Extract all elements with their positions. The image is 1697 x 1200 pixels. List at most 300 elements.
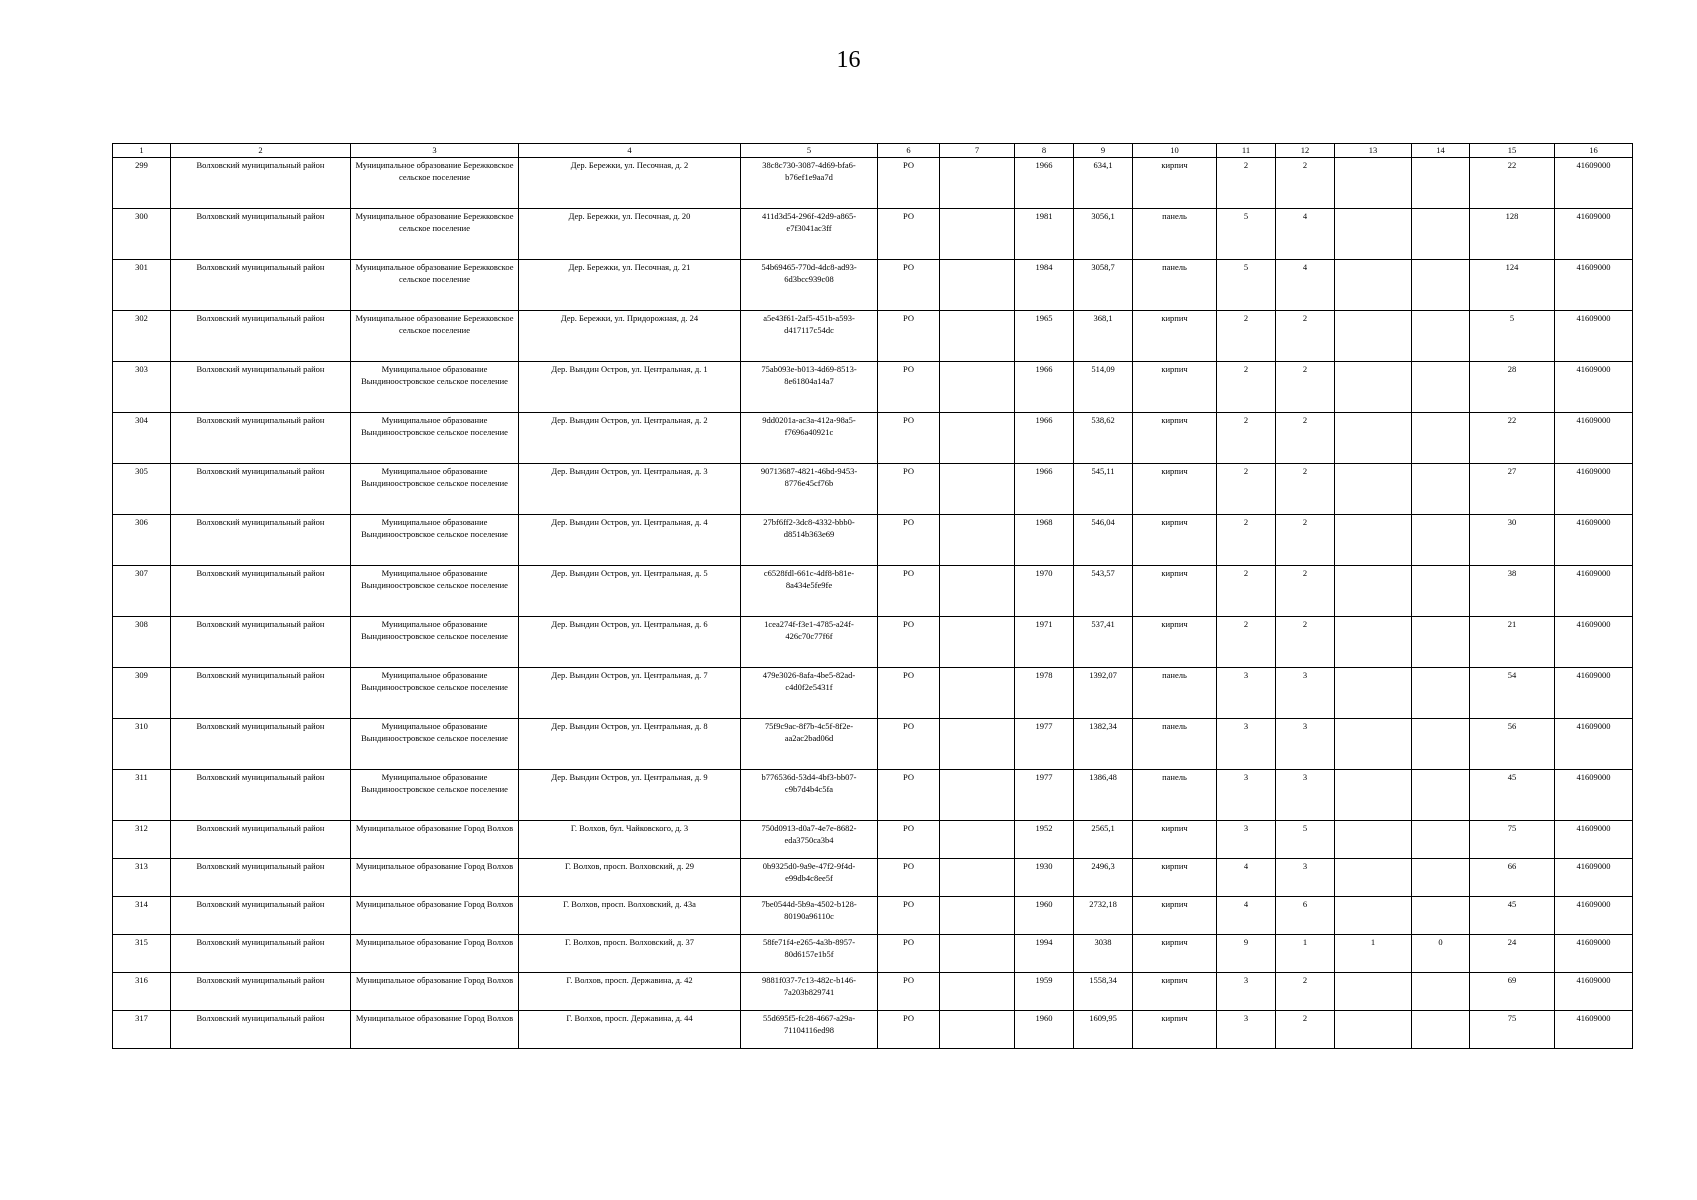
cell-municipality: Муниципальное образование Бережковское сельское поселение	[351, 260, 519, 311]
cell-form: РО	[878, 668, 940, 719]
cell-area: 634,1	[1074, 158, 1133, 209]
cell-col-7	[940, 935, 1015, 973]
cell-row-number: 308	[113, 617, 171, 668]
cell-entrances: 2	[1276, 362, 1335, 413]
cell-col-7	[940, 770, 1015, 821]
cell-house-id: 0b9325d0-9a9e-47f2-9f4d-e99db4c8ee5f	[741, 859, 878, 897]
cell-row-number: 312	[113, 821, 171, 859]
cell-col-7	[940, 821, 1015, 859]
cell-col-13	[1335, 158, 1412, 209]
cell-address: Дер. Вындин Остров, ул. Центральная, д. 9	[519, 770, 741, 821]
cell-col-14	[1412, 515, 1470, 566]
cell-municipality: Муниципальное образование Вындиноостровское сельское поселение	[351, 719, 519, 770]
cell-floors: 4	[1217, 897, 1276, 935]
cell-wall-material: кирпич	[1133, 566, 1217, 617]
cell-floors: 3	[1217, 668, 1276, 719]
cell-entrances: 2	[1276, 617, 1335, 668]
cell-col-7	[940, 158, 1015, 209]
cell-row-number: 305	[113, 464, 171, 515]
table-row	[113, 821, 1633, 859]
table-row	[113, 668, 1633, 719]
cell-entrances: 3	[1276, 770, 1335, 821]
cell-form: РО	[878, 566, 940, 617]
cell-area: 543,57	[1074, 566, 1133, 617]
cell-entrances: 5	[1276, 821, 1335, 859]
cell-district: Волховский муниципальный район	[171, 515, 351, 566]
cell-col-13	[1335, 821, 1412, 859]
cell-floors: 9	[1217, 935, 1276, 973]
cell-municipality: Муниципальное образование Город Волхов	[351, 935, 519, 973]
cell-oktmo-code: 41609000	[1555, 770, 1633, 821]
cell-district: Волховский муниципальный район	[171, 464, 351, 515]
cell-col-7	[940, 464, 1015, 515]
cell-wall-material: панель	[1133, 668, 1217, 719]
cell-oktmo-code: 41609000	[1555, 859, 1633, 897]
cell-year-built: 1966	[1015, 158, 1074, 209]
cell-wall-material: кирпич	[1133, 617, 1217, 668]
cell-area: 1386,48	[1074, 770, 1133, 821]
cell-area: 2732,18	[1074, 897, 1133, 935]
cell-wall-material: панель	[1133, 209, 1217, 260]
cell-municipality: Муниципальное образование Вындиноостровское сельское поселение	[351, 413, 519, 464]
cell-col-13	[1335, 770, 1412, 821]
cell-col-14	[1412, 566, 1470, 617]
cell-residents: 45	[1470, 770, 1555, 821]
table-row	[113, 260, 1633, 311]
cell-wall-material: кирпич	[1133, 1011, 1217, 1049]
cell-form: РО	[878, 158, 940, 209]
cell-row-number: 299	[113, 158, 171, 209]
cell-form: РО	[878, 935, 940, 973]
table-row	[113, 362, 1633, 413]
cell-municipality: Муниципальное образование Город Волхов	[351, 859, 519, 897]
cell-residents: 75	[1470, 821, 1555, 859]
column-header-6: 6	[878, 144, 940, 158]
cell-col-14	[1412, 770, 1470, 821]
cell-col-13	[1335, 617, 1412, 668]
cell-floors: 2	[1217, 617, 1276, 668]
cell-year-built: 1981	[1015, 209, 1074, 260]
cell-oktmo-code: 41609000	[1555, 617, 1633, 668]
cell-residents: 24	[1470, 935, 1555, 973]
cell-col-14	[1412, 897, 1470, 935]
cell-year-built: 1966	[1015, 362, 1074, 413]
cell-form: РО	[878, 1011, 940, 1049]
cell-row-number: 316	[113, 973, 171, 1011]
cell-residents: 124	[1470, 260, 1555, 311]
cell-address: Дер. Вындин Остров, ул. Центральная, д. 3	[519, 464, 741, 515]
cell-year-built: 1930	[1015, 859, 1074, 897]
cell-col-14	[1412, 209, 1470, 260]
cell-floors: 4	[1217, 859, 1276, 897]
cell-year-built: 1960	[1015, 1011, 1074, 1049]
cell-oktmo-code: 41609000	[1555, 719, 1633, 770]
cell-municipality: Муниципальное образование Город Волхов	[351, 973, 519, 1011]
cell-form: РО	[878, 209, 940, 260]
cell-oktmo-code: 41609000	[1555, 413, 1633, 464]
cell-area: 3038	[1074, 935, 1133, 973]
cell-address: Дер. Вындин Остров, ул. Центральная, д. 8	[519, 719, 741, 770]
cell-house-id: 9dd0201a-ac3a-412a-98a5-f7696a40921c	[741, 413, 878, 464]
cell-house-id: c6528fdl-661c-4df8-b81e-8a434e5fe9fe	[741, 566, 878, 617]
cell-district: Волховский муниципальный район	[171, 617, 351, 668]
cell-oktmo-code: 41609000	[1555, 668, 1633, 719]
cell-area: 1558,34	[1074, 973, 1133, 1011]
column-header-16: 16	[1555, 144, 1633, 158]
cell-district: Волховский муниципальный район	[171, 897, 351, 935]
cell-col-13	[1335, 515, 1412, 566]
cell-residents: 45	[1470, 897, 1555, 935]
cell-house-id: 90713687-4821-46bd-9453-8776e45cf76b	[741, 464, 878, 515]
cell-residents: 54	[1470, 668, 1555, 719]
column-header-5: 5	[741, 144, 878, 158]
table-row	[113, 770, 1633, 821]
cell-form: РО	[878, 515, 940, 566]
column-header-4: 4	[519, 144, 741, 158]
cell-row-number: 317	[113, 1011, 171, 1049]
table-row	[113, 209, 1633, 260]
cell-floors: 3	[1217, 719, 1276, 770]
cell-oktmo-code: 41609000	[1555, 464, 1633, 515]
cell-oktmo-code: 41609000	[1555, 362, 1633, 413]
cell-form: РО	[878, 362, 940, 413]
cell-floors: 2	[1217, 413, 1276, 464]
cell-row-number: 300	[113, 209, 171, 260]
cell-entrances: 2	[1276, 464, 1335, 515]
cell-row-number: 311	[113, 770, 171, 821]
cell-entrances: 2	[1276, 973, 1335, 1011]
cell-area: 3056,1	[1074, 209, 1133, 260]
cell-row-number: 304	[113, 413, 171, 464]
cell-oktmo-code: 41609000	[1555, 158, 1633, 209]
cell-oktmo-code: 41609000	[1555, 935, 1633, 973]
cell-address: Г. Волхов, бул. Чайковского, д. 3	[519, 821, 741, 859]
cell-col-7	[940, 260, 1015, 311]
cell-house-id: a5e43f61-2af5-451b-a593-d417117c54dc	[741, 311, 878, 362]
table-body	[113, 158, 1633, 1049]
cell-col-13	[1335, 668, 1412, 719]
cell-floors: 2	[1217, 362, 1276, 413]
cell-floors: 2	[1217, 464, 1276, 515]
cell-year-built: 1971	[1015, 617, 1074, 668]
cell-col-7	[940, 1011, 1015, 1049]
cell-wall-material: кирпич	[1133, 158, 1217, 209]
cell-year-built: 1968	[1015, 515, 1074, 566]
cell-col-7	[940, 209, 1015, 260]
cell-floors: 5	[1217, 260, 1276, 311]
cell-floors: 2	[1217, 515, 1276, 566]
cell-floors: 2	[1217, 311, 1276, 362]
cell-house-id: 411d3d54-296f-42d9-a865-e7f3041ac3ff	[741, 209, 878, 260]
cell-address: Дер. Вындин Остров, ул. Центральная, д. 2	[519, 413, 741, 464]
cell-residents: 22	[1470, 413, 1555, 464]
cell-district: Волховский муниципальный район	[171, 566, 351, 617]
cell-col-14: 0	[1412, 935, 1470, 973]
cell-house-id: 750d0913-d0a7-4e7e-8682-eda3750ca3b4	[741, 821, 878, 859]
cell-col-14	[1412, 464, 1470, 515]
cell-area: 3058,7	[1074, 260, 1133, 311]
cell-house-id: 9881f037-7c13-482c-b146-7a203b829741	[741, 973, 878, 1011]
cell-form: РО	[878, 464, 940, 515]
cell-col-13	[1335, 464, 1412, 515]
cell-wall-material: кирпич	[1133, 897, 1217, 935]
cell-col-13	[1335, 413, 1412, 464]
cell-district: Волховский муниципальный район	[171, 973, 351, 1011]
cell-district: Волховский муниципальный район	[171, 859, 351, 897]
cell-row-number: 314	[113, 897, 171, 935]
table-row	[113, 515, 1633, 566]
cell-area: 1392,07	[1074, 668, 1133, 719]
cell-year-built: 1952	[1015, 821, 1074, 859]
cell-form: РО	[878, 617, 940, 668]
cell-col-7	[940, 897, 1015, 935]
cell-wall-material: панель	[1133, 719, 1217, 770]
cell-oktmo-code: 41609000	[1555, 260, 1633, 311]
cell-residents: 66	[1470, 859, 1555, 897]
cell-floors: 5	[1217, 209, 1276, 260]
cell-district: Волховский муниципальный район	[171, 668, 351, 719]
cell-area: 2565,1	[1074, 821, 1133, 859]
cell-entrances: 2	[1276, 311, 1335, 362]
cell-residents: 27	[1470, 464, 1555, 515]
cell-address: Дер. Вындин Остров, ул. Центральная, д. 6	[519, 617, 741, 668]
cell-municipality: Муниципальное образование Вындиноостровское сельское поселение	[351, 464, 519, 515]
cell-col-14	[1412, 617, 1470, 668]
cell-house-id: 38c8c730-3087-4d69-bfa6-b76ef1e9aa7d	[741, 158, 878, 209]
cell-municipality: Муниципальное образование Вындиноостровское сельское поселение	[351, 515, 519, 566]
cell-municipality: Муниципальное образование Вындиноостровское сельское поселение	[351, 668, 519, 719]
cell-residents: 75	[1470, 1011, 1555, 1049]
cell-entrances: 2	[1276, 566, 1335, 617]
cell-col-7	[940, 859, 1015, 897]
cell-col-13	[1335, 260, 1412, 311]
cell-area: 368,1	[1074, 311, 1133, 362]
cell-form: РО	[878, 260, 940, 311]
cell-floors: 2	[1217, 158, 1276, 209]
cell-residents: 38	[1470, 566, 1555, 617]
cell-col-13	[1335, 311, 1412, 362]
cell-house-id: 27bf6ff2-3dc8-4332-bbb0-d8514b363e69	[741, 515, 878, 566]
cell-row-number: 309	[113, 668, 171, 719]
table-row	[113, 897, 1633, 935]
cell-address: Дер. Бережки, ул. Песочная, д. 2	[519, 158, 741, 209]
column-header-10: 10	[1133, 144, 1217, 158]
cell-row-number: 303	[113, 362, 171, 413]
cell-form: РО	[878, 897, 940, 935]
housing-registry-table	[112, 143, 1633, 1049]
page-number: 16	[836, 47, 861, 73]
cell-col-7	[940, 362, 1015, 413]
table-row	[113, 859, 1633, 897]
cell-wall-material: кирпич	[1133, 362, 1217, 413]
cell-entrances: 3	[1276, 719, 1335, 770]
cell-area: 546,04	[1074, 515, 1133, 566]
cell-oktmo-code: 41609000	[1555, 897, 1633, 935]
cell-residents: 56	[1470, 719, 1555, 770]
cell-col-13	[1335, 897, 1412, 935]
column-header-8: 8	[1015, 144, 1074, 158]
column-header-13: 13	[1335, 144, 1412, 158]
table-row	[113, 158, 1633, 209]
cell-municipality: Муниципальное образование Вындиноостровское сельское поселение	[351, 617, 519, 668]
cell-entrances: 2	[1276, 413, 1335, 464]
cell-col-14	[1412, 260, 1470, 311]
cell-wall-material: кирпич	[1133, 973, 1217, 1011]
cell-form: РО	[878, 719, 940, 770]
cell-year-built: 1959	[1015, 973, 1074, 1011]
cell-residents: 21	[1470, 617, 1555, 668]
table-row	[113, 1011, 1633, 1049]
table-row	[113, 413, 1633, 464]
cell-wall-material: кирпич	[1133, 464, 1217, 515]
cell-col-13	[1335, 1011, 1412, 1049]
cell-address: Дер. Бережки, ул. Придорожная, д. 24	[519, 311, 741, 362]
cell-address: Дер. Бережки, ул. Песочная, д. 20	[519, 209, 741, 260]
cell-oktmo-code: 41609000	[1555, 1011, 1633, 1049]
cell-year-built: 1978	[1015, 668, 1074, 719]
cell-oktmo-code: 41609000	[1555, 209, 1633, 260]
cell-municipality: Муниципальное образование Бережковское сельское поселение	[351, 311, 519, 362]
cell-wall-material: кирпич	[1133, 311, 1217, 362]
table-row	[113, 311, 1633, 362]
cell-year-built: 1966	[1015, 413, 1074, 464]
cell-municipality: Муниципальное образование Вындиноостровское сельское поселение	[351, 362, 519, 413]
cell-row-number: 301	[113, 260, 171, 311]
cell-address: Г. Волхов, просп. Волховский, д. 43а	[519, 897, 741, 935]
cell-district: Волховский муниципальный район	[171, 821, 351, 859]
column-header-9: 9	[1074, 144, 1133, 158]
cell-address: Дер. Бережки, ул. Песочная, д. 21	[519, 260, 741, 311]
cell-municipality: Муниципальное образование Город Волхов	[351, 1011, 519, 1049]
cell-house-id: 1cea274f-f3e1-4785-a24f-426c70c77f6f	[741, 617, 878, 668]
cell-district: Волховский муниципальный район	[171, 1011, 351, 1049]
cell-house-id: 58fe71f4-e265-4a3b-8957-80d6157e1b5f	[741, 935, 878, 973]
cell-municipality: Муниципальное образование Город Волхов	[351, 897, 519, 935]
cell-floors: 3	[1217, 821, 1276, 859]
cell-house-id: 75ab093e-b013-4d69-8513-8e61804a14a7	[741, 362, 878, 413]
cell-col-7	[940, 566, 1015, 617]
cell-house-id: 54b69465-770d-4dc8-ad93-6d3bcc939c08	[741, 260, 878, 311]
cell-oktmo-code: 41609000	[1555, 566, 1633, 617]
cell-year-built: 1994	[1015, 935, 1074, 973]
cell-residents: 30	[1470, 515, 1555, 566]
cell-entrances: 4	[1276, 260, 1335, 311]
cell-year-built: 1977	[1015, 719, 1074, 770]
cell-district: Волховский муниципальный район	[171, 158, 351, 209]
cell-entrances: 1	[1276, 935, 1335, 973]
cell-oktmo-code: 41609000	[1555, 515, 1633, 566]
cell-col-13	[1335, 566, 1412, 617]
table-row	[113, 464, 1633, 515]
column-header-14: 14	[1412, 144, 1470, 158]
cell-address: Г. Волхов, просп. Державина, д. 44	[519, 1011, 741, 1049]
cell-area: 538,62	[1074, 413, 1133, 464]
cell-year-built: 1970	[1015, 566, 1074, 617]
cell-col-14	[1412, 311, 1470, 362]
cell-municipality: Муниципальное образование Город Волхов	[351, 821, 519, 859]
cell-floors: 3	[1217, 770, 1276, 821]
cell-form: РО	[878, 973, 940, 1011]
cell-entrances: 6	[1276, 897, 1335, 935]
cell-form: РО	[878, 821, 940, 859]
cell-address: Г. Волхов, просп. Державина, д. 42	[519, 973, 741, 1011]
cell-col-7	[940, 617, 1015, 668]
cell-address: Г. Волхов, просп. Волховский, д. 29	[519, 859, 741, 897]
cell-floors: 3	[1217, 1011, 1276, 1049]
cell-municipality: Муниципальное образование Бережковское сельское поселение	[351, 158, 519, 209]
cell-district: Волховский муниципальный район	[171, 413, 351, 464]
cell-district: Волховский муниципальный район	[171, 260, 351, 311]
cell-row-number: 310	[113, 719, 171, 770]
cell-wall-material: кирпич	[1133, 859, 1217, 897]
column-header-11: 11	[1217, 144, 1276, 158]
cell-area: 514,09	[1074, 362, 1133, 413]
cell-district: Волховский муниципальный район	[171, 209, 351, 260]
table-row	[113, 973, 1633, 1011]
cell-year-built: 1966	[1015, 464, 1074, 515]
cell-oktmo-code: 41609000	[1555, 311, 1633, 362]
cell-col-14	[1412, 158, 1470, 209]
cell-residents: 28	[1470, 362, 1555, 413]
cell-area: 2496,3	[1074, 859, 1133, 897]
cell-area: 1382,34	[1074, 719, 1133, 770]
cell-residents: 22	[1470, 158, 1555, 209]
cell-col-7	[940, 515, 1015, 566]
cell-row-number: 306	[113, 515, 171, 566]
cell-area: 545,11	[1074, 464, 1133, 515]
cell-municipality: Муниципальное образование Бережковское сельское поселение	[351, 209, 519, 260]
cell-col-13	[1335, 719, 1412, 770]
cell-area: 537,41	[1074, 617, 1133, 668]
cell-col-14	[1412, 362, 1470, 413]
cell-house-id: 55d695f5-fc28-4667-a29a-71104116ed98	[741, 1011, 878, 1049]
cell-col-14	[1412, 719, 1470, 770]
cell-wall-material: кирпич	[1133, 935, 1217, 973]
cell-col-7	[940, 973, 1015, 1011]
column-header-7: 7	[940, 144, 1015, 158]
cell-form: РО	[878, 311, 940, 362]
cell-col-14	[1412, 973, 1470, 1011]
cell-wall-material: кирпич	[1133, 821, 1217, 859]
table-row	[113, 719, 1633, 770]
cell-col-13	[1335, 209, 1412, 260]
table-row	[113, 617, 1633, 668]
cell-col-7	[940, 311, 1015, 362]
cell-row-number: 315	[113, 935, 171, 973]
cell-col-13	[1335, 859, 1412, 897]
cell-address: Дер. Вындин Остров, ул. Центральная, д. 4	[519, 515, 741, 566]
cell-entrances: 2	[1276, 1011, 1335, 1049]
cell-row-number: 302	[113, 311, 171, 362]
cell-row-number: 313	[113, 859, 171, 897]
cell-col-7	[940, 668, 1015, 719]
cell-entrances: 2	[1276, 515, 1335, 566]
cell-year-built: 1965	[1015, 311, 1074, 362]
cell-col-14	[1412, 668, 1470, 719]
cell-wall-material: панель	[1133, 770, 1217, 821]
cell-col-7	[940, 413, 1015, 464]
cell-municipality: Муниципальное образование Вындиноостровское сельское поселение	[351, 770, 519, 821]
cell-floors: 2	[1217, 566, 1276, 617]
cell-entrances: 3	[1276, 859, 1335, 897]
cell-year-built: 1984	[1015, 260, 1074, 311]
cell-residents: 128	[1470, 209, 1555, 260]
cell-form: РО	[878, 859, 940, 897]
cell-oktmo-code: 41609000	[1555, 973, 1633, 1011]
table-row	[113, 935, 1633, 973]
cell-address: Дер. Вындин Остров, ул. Центральная, д. 7	[519, 668, 741, 719]
cell-address: Г. Волхов, просп. Волховский, д. 37	[519, 935, 741, 973]
